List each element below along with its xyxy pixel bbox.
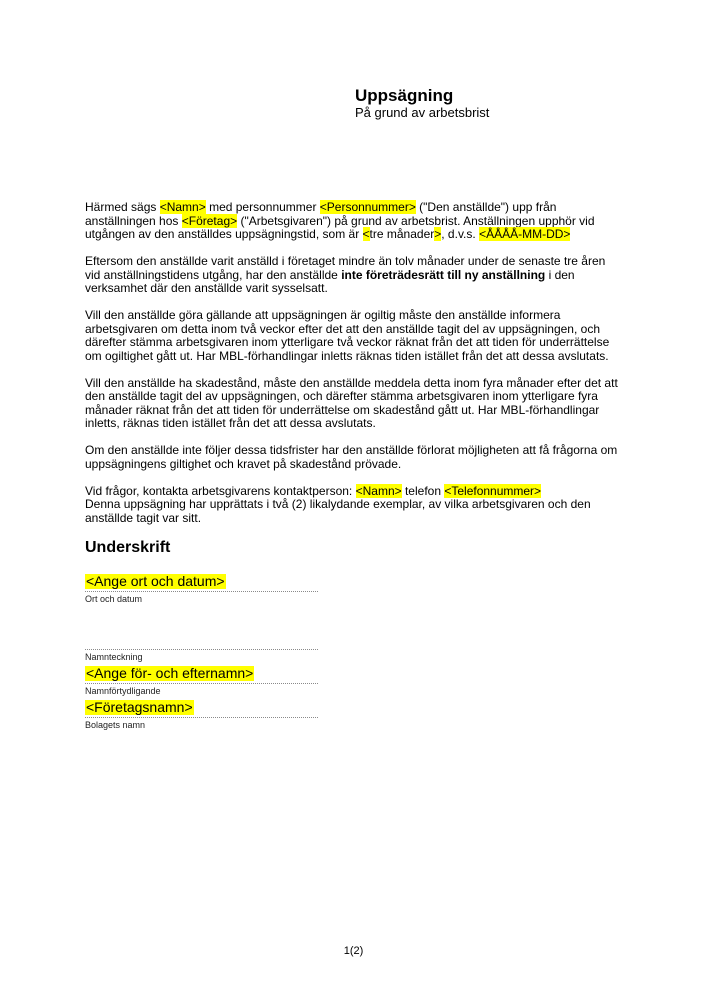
placeholder-highlight[interactable]: <Ange ort och datum> (86, 573, 225, 589)
text-run: ("Arbetsgivaren") på grund av arbetsbrist. Anställningen upphör vid utgången av den anställdes uppsägningstid, som är (85, 213, 595, 241)
paragraph (85, 201, 623, 242)
document-header (355, 86, 489, 120)
document-title: Uppsägning (355, 86, 454, 105)
signature-line-label: Namnförtydligande (85, 686, 161, 696)
signature-line[interactable] (85, 607, 318, 650)
signature-line-label: Bolagets namn (85, 720, 146, 730)
document-subtitle: På grund av arbetsbrist (355, 105, 490, 120)
signature-row (85, 665, 318, 696)
text-run: telefon (401, 483, 445, 498)
placeholder-highlight[interactable]: <ÅÅÅÅ-MM-DD> (479, 227, 571, 241)
text-run: med personnummer (205, 200, 320, 214)
placeholder-highlight[interactable]: <Personnummer> (319, 200, 416, 214)
text-run: ("Den anställde") upp från anställningen hos (85, 200, 557, 228)
signature-heading: Underskrift (85, 539, 171, 556)
placeholder-highlight[interactable]: <Telefonnummer> (444, 483, 542, 498)
text-run: Om den anställde inte följer dessa tidsfrister har den anställde förlorat möjligheten att få frågorna om uppsägningens giltighet och kravet på skadestånd prövade. (85, 443, 618, 471)
text-run: Vid frågor, kontakta arbetsgivarens kontaktperson: (85, 483, 356, 498)
paragraph (85, 444, 623, 471)
placeholder-highlight[interactable]: <Ange för- och efternamn> (86, 665, 254, 681)
placeholder-highlight[interactable]: < (362, 227, 370, 241)
page-footer (0, 941, 707, 959)
text-run: inte företrädesrätt till ny anställning (341, 267, 546, 282)
placeholder-highlight[interactable]: <Företag> (181, 213, 238, 228)
text-run: Denna uppsägning har upprättats i två (2) likalydande exemplar, av vilka arbetsgivaren och den anställde tagit var sitt. (85, 497, 591, 525)
signature-row (85, 699, 318, 730)
placeholder-highlight[interactable]: > (434, 227, 442, 241)
paragraph (85, 309, 623, 363)
signature-row (85, 607, 318, 662)
text-run: Härmed sägs (85, 200, 160, 214)
paragraph (85, 485, 623, 526)
text-run: tre månader (369, 227, 435, 241)
signature-fields (85, 573, 623, 730)
paragraph (85, 255, 623, 296)
text-run: Vill den anställde göra gällande att uppsägningen är ogiltig måste den anställde informera arbetsgivaren om detta inom två veckor efter det att den anställde tagit del av uppsägningen, och därefter stämma arbetsgivaren inom ytterligare två veckor räknat från det att tiden för underrättelse om ogiltighet gått ut. Har MBL-förhandlingar inletts räknas tiden istället från det att dessa avslutats. (85, 308, 610, 363)
paragraphs-container (85, 201, 623, 525)
signature-line-label: Namnteckning (85, 652, 143, 662)
signature-line[interactable] (85, 573, 318, 592)
document-body (85, 201, 623, 733)
signature-row (85, 573, 318, 604)
signature-line-label: Ort och datum (85, 594, 143, 604)
text-run: Vill den anställde ha skadestånd, måste den anställde meddela detta inom fyra månader efter det att den anställde tagit del av uppsägningen, och därefter stämma arbetsgivaren inom ytterligare fyra månader räknat från det att tiden för underrättelse om skadestånd gått ut. Har MBL-förhandlingar inletts, räknas tiden istället från det att dessa avslutats. (85, 375, 618, 430)
placeholder-highlight[interactable]: <Namn> (355, 483, 402, 498)
text-run: , d.v.s. (441, 227, 480, 241)
text-run: Eftersom den anställde varit anställd i företaget mindre än tolv månader under de senaste tre åren vid anställningstidens utgång, har den anställde (85, 254, 606, 282)
paragraph (85, 377, 623, 431)
page-number: 1(2) (343, 945, 364, 957)
placeholder-highlight[interactable]: <Namn> (159, 200, 206, 214)
signature-line[interactable] (85, 699, 318, 718)
text-run: i den verksamhet där den anställde varit sysselsatt. (85, 267, 575, 295)
placeholder-highlight[interactable]: <Företagsnamn> (86, 699, 193, 715)
signature-line[interactable] (85, 665, 318, 684)
